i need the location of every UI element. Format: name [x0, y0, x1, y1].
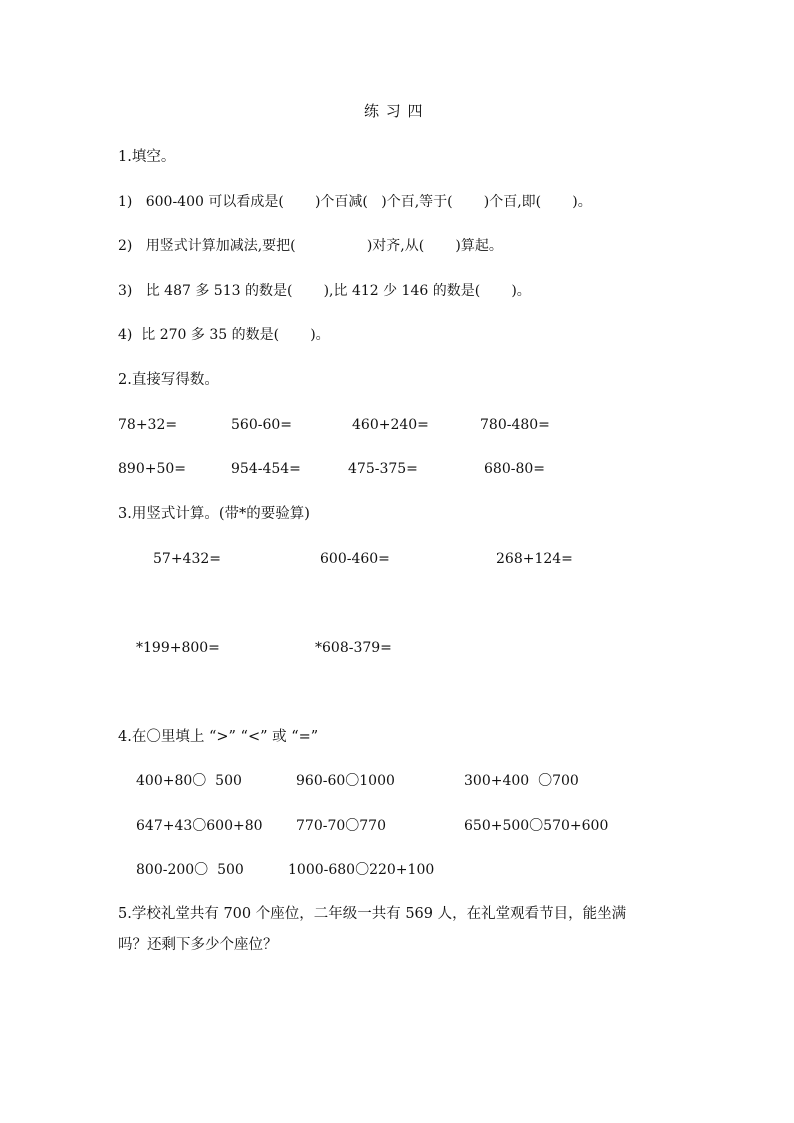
q4-compare: 647+43〇600+80 — [136, 818, 263, 834]
q1-item-1: 1) 600-400 可以看成是( )个百减( )个百,等于( )个百,即( )。 — [118, 194, 592, 210]
q3-problem: 600-460= — [320, 551, 390, 567]
q2-problem: 560-60= — [231, 417, 292, 433]
q3-problem: *199+800= — [136, 640, 220, 656]
q3-problem: 57+432= — [153, 551, 221, 567]
q2-problem: 680-80= — [484, 461, 545, 477]
q2-problem: 890+50= — [118, 461, 186, 477]
q4-compare: 1000-680〇220+100 — [288, 862, 435, 878]
page-title: 练 习 四 — [364, 102, 424, 120]
q5-line-2: 吗？还剩下多少个座位？ — [118, 937, 278, 953]
q3-problem: 268+124= — [496, 551, 573, 567]
q1-heading: 1.填空。 — [118, 149, 176, 165]
q4-compare: 650+500〇570+600 — [464, 818, 609, 834]
q3-heading: 3.用竖式计算。(带*的要验算) — [118, 506, 310, 522]
q4-compare: 400+80〇 500 — [136, 773, 242, 789]
q1-item-2: 2) 用竖式计算加减法,要把( )对齐,从( )算起。 — [118, 238, 503, 254]
q4-compare: 800-200〇 500 — [136, 862, 244, 878]
q4-heading: 4.在〇里填上 “>” “<” 或 “=” — [118, 729, 319, 745]
q5-line-1: 5.学校礼堂共有 700 个座位，二年级一共有 569 人，在礼堂观看节目，能坐满 — [118, 906, 627, 922]
q2-problem: 460+240= — [352, 417, 429, 433]
q2-problem: 475-375= — [348, 461, 418, 477]
q4-compare: 770-70〇770 — [296, 818, 386, 834]
q2-problem: 780-480= — [480, 417, 550, 433]
q4-compare: 300+400 〇700 — [464, 773, 579, 789]
q1-item-4: 4) 比 270 多 35 的数是( )。 — [118, 327, 330, 343]
q4-compare: 960-60〇1000 — [296, 773, 395, 789]
q2-problem: 78+32= — [118, 417, 178, 433]
q1-item-3: 3) 比 487 多 513 的数是( ),比 412 少 146 的数是( )。 — [118, 283, 531, 299]
q3-problem: *608-379= — [315, 640, 392, 656]
q2-heading: 2.直接写得数。 — [118, 372, 219, 388]
q2-problem: 954-454= — [231, 461, 301, 477]
